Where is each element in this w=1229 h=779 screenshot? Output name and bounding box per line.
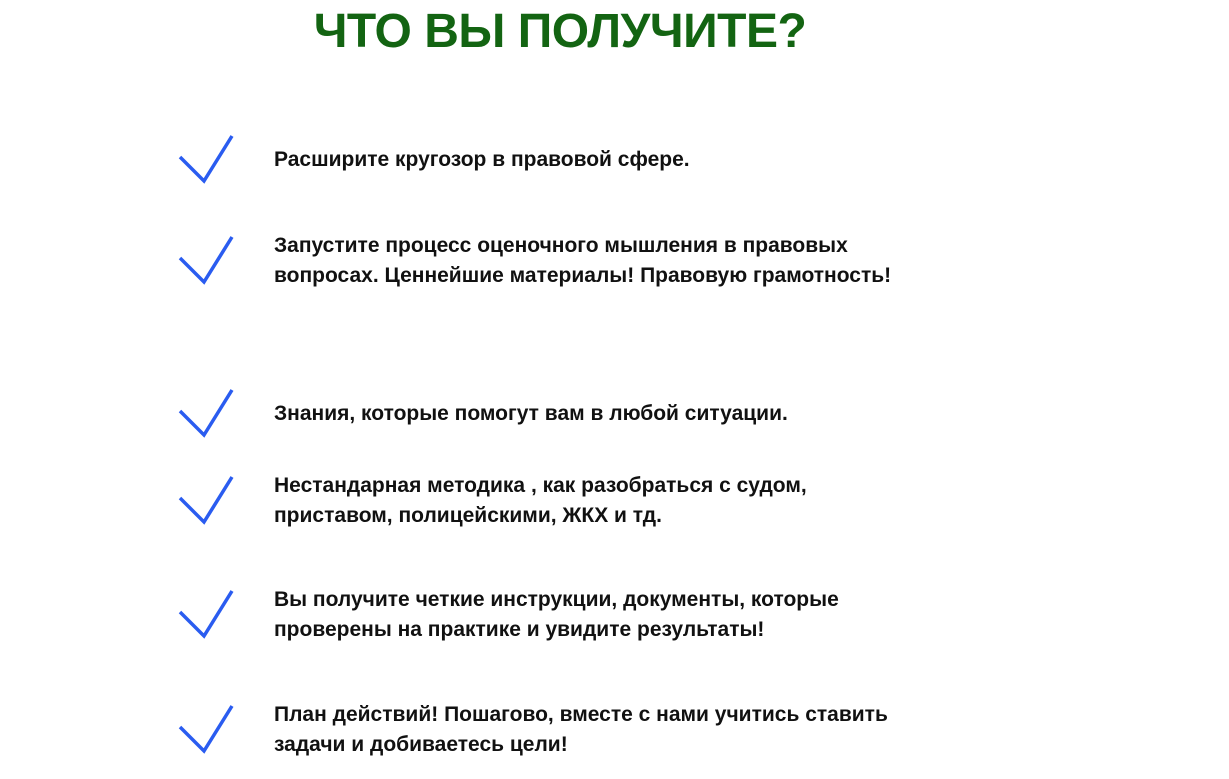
list-item-text: План действий! Пошагово, вместе с нами учитись ставить задачи и добиваетесь цели! (274, 703, 888, 756)
checkmark-icon (178, 476, 236, 526)
checkmark-icon (178, 135, 236, 185)
list-item (178, 700, 924, 760)
checkmark-icon (178, 590, 236, 640)
list-item-text: Нестандарная методика , как разобраться с судом, приставом, полицейскими, ЖКХ и тд. (274, 474, 807, 527)
list-item (178, 135, 924, 185)
list-item-text: Знания, которые помогут вам в любой ситуации. (274, 402, 788, 425)
checkmark-icon (178, 705, 236, 755)
page-title: ЧТО ВЫ ПОЛУЧИТЕ? (313, 5, 807, 58)
list-item (178, 471, 924, 531)
list-item-text: Запустите процесс оценочного мышления в правовых вопросах. Ценнейшие материалы! Правовую грамотность! (274, 234, 892, 287)
checkmark-icon (178, 389, 236, 439)
list-item (178, 231, 924, 291)
list-item (178, 585, 924, 645)
list-item-text: Расширите кругозор в правовой сфере. (274, 148, 690, 171)
checkmark-icon (178, 236, 236, 286)
list-item-text: Вы получите четкие инструкции, документы, которые проверены на практике и увидите результаты! (274, 588, 839, 641)
list-item (178, 389, 924, 439)
